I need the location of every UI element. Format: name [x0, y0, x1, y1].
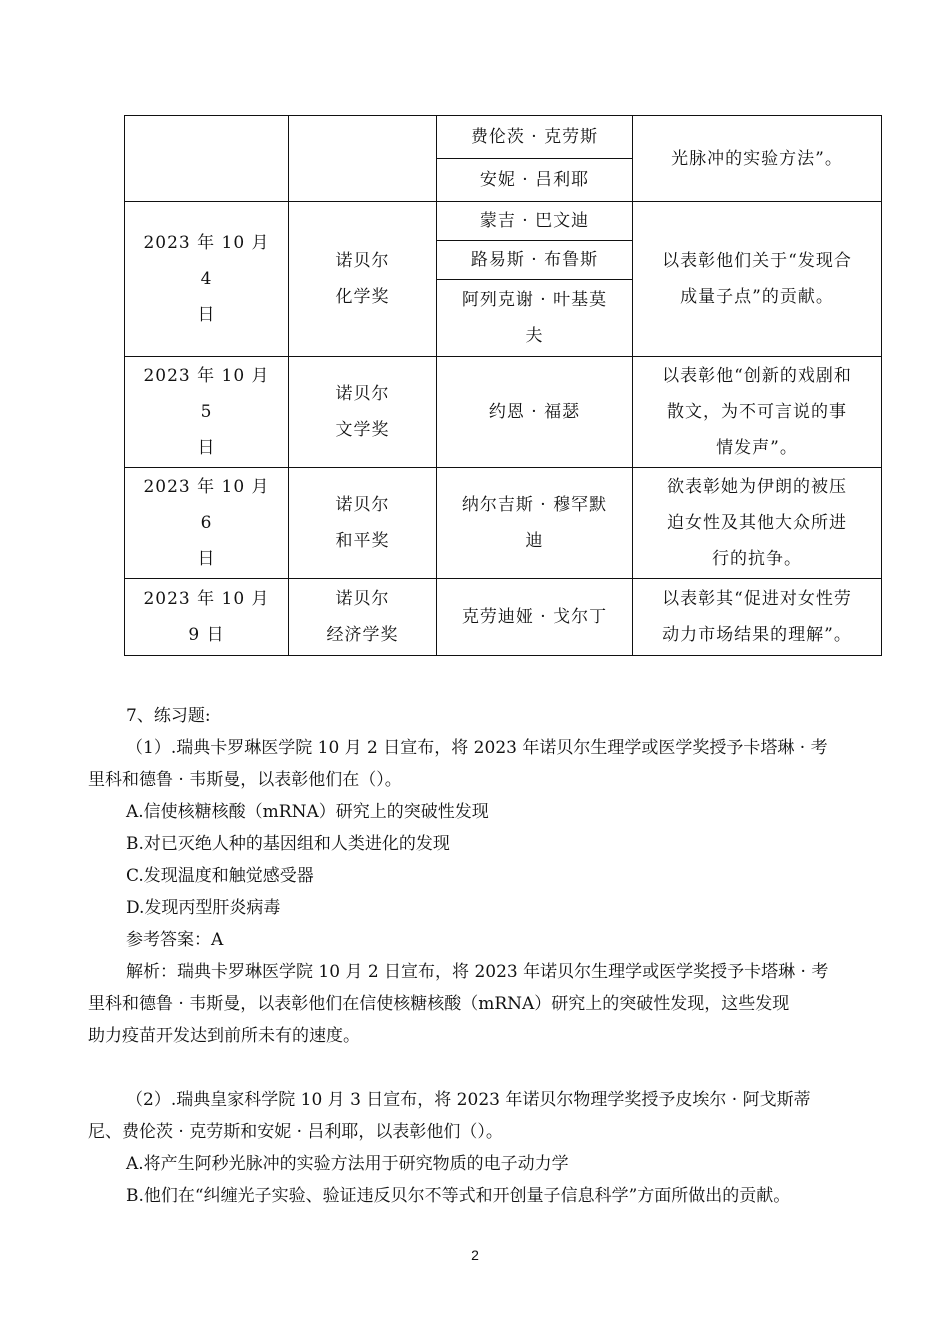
citation-cell: 以表彰他们关于“发现合 成量子点”的贡献。 — [633, 202, 882, 357]
table-row — [125, 202, 882, 241]
table-row — [125, 468, 882, 579]
reference-answer: 参考答案：A — [126, 930, 224, 950]
prize-cell: 诺贝尔 文学奖 — [289, 357, 437, 468]
laureate-cell: 约恩 · 福瑟 — [437, 357, 633, 468]
question-1-stem-cont: 里科和德鲁 · 韦斯曼，以表彰他们在（）。 — [88, 770, 402, 790]
prize-cell: 诺贝尔 经济学奖 — [289, 579, 437, 656]
citation-cell: 以表彰其“促进对女性劳 动力市场结果的理解”。 — [633, 579, 882, 656]
analysis: 解析：瑞典卡罗琳医学院 10 月 2 日宣布，将 2023 年诺贝尔生理学或医学奖授予卡塔琳 · 考 — [126, 962, 829, 982]
laureate-cell: 阿列克谢 · 叶基莫 夫 — [437, 280, 633, 357]
section-title: 7、练习题: — [126, 706, 211, 726]
table-row — [125, 357, 882, 468]
laureate-cell: 纳尔吉斯 · 穆罕默 迪 — [437, 468, 633, 579]
date-cell: 2023 年 10 月 4 日 — [125, 202, 289, 357]
table-row — [125, 579, 882, 656]
citation-cell: 欲表彰她为伊朗的被压 迫女性及其他大众所进 行的抗争。 — [633, 468, 882, 579]
option-a: A.将产生阿秒光脉冲的实验方法用于研究物质的电子动力学 — [126, 1154, 569, 1174]
question-2-stem: （2）.瑞典皇家科学院 10 月 3 日宣布，将 2023 年诺贝尔物理学奖授予皮埃尔 · 阿戈斯蒂 — [126, 1090, 811, 1110]
analysis-cont: 里科和德鲁 · 韦斯曼，以表彰他们在信使核糖核酸（mRNA）研究上的突破性发现，这些发现 — [88, 994, 790, 1014]
option-b: B.对已灭绝人种的基因组和人类进化的发现 — [126, 834, 450, 854]
date-cell: 2023 年 10 月 9 日 — [125, 579, 289, 656]
exercise-section — [88, 700, 866, 1212]
date-cell: 2023 年 10 月 5 日 — [125, 357, 289, 468]
prize-cell — [289, 116, 437, 202]
prize-cell: 诺贝尔 化学奖 — [289, 202, 437, 357]
question-1-stem: （1）.瑞典卡罗琳医学院 10 月 2 日宣布，将 2023 年诺贝尔生理学或医学奖授予卡塔琳 · 考 — [126, 738, 828, 758]
option-a: A.信使核糖核酸（mRNA）研究上的突破性发现 — [126, 802, 489, 822]
laureate-cell: 克劳迪娅 · 戈尔丁 — [437, 579, 633, 656]
nobel-prize-table — [124, 115, 882, 656]
laureate-cell: 路易斯 · 布鲁斯 — [437, 241, 633, 280]
laureate-cell: 费伦茨 · 克劳斯 — [437, 116, 633, 159]
citation-cell: 光脉冲的实验方法”。 — [633, 116, 882, 202]
option-d: D.发现丙型肝炎病毒 — [126, 898, 281, 918]
option-c: C.发现温度和触觉感受器 — [126, 866, 314, 886]
laureate-cell: 安妮 · 吕利耶 — [437, 159, 633, 202]
page-number: 2 — [471, 1247, 479, 1263]
analysis-cont: 助力疫苗开发达到前所未有的速度。 — [88, 1026, 360, 1046]
date-cell — [125, 116, 289, 202]
citation-cell: 以表彰他“创新的戏剧和 散文，为不可言说的事 情发声”。 — [633, 357, 882, 468]
prize-cell: 诺贝尔 和平奖 — [289, 468, 437, 579]
option-b: B.他们在“纠缠光子实验、验证违反贝尔不等式和开创量子信息科学”方面所做出的贡献。 — [126, 1186, 791, 1206]
date-cell: 2023 年 10 月 6 日 — [125, 468, 289, 579]
question-2-stem-cont: 尼、费伦茨 · 克劳斯和安妮 · 吕利耶，以表彰他们（）。 — [88, 1122, 503, 1142]
table-row — [125, 116, 882, 159]
laureate-cell: 蒙吉 · 巴文迪 — [437, 202, 633, 241]
